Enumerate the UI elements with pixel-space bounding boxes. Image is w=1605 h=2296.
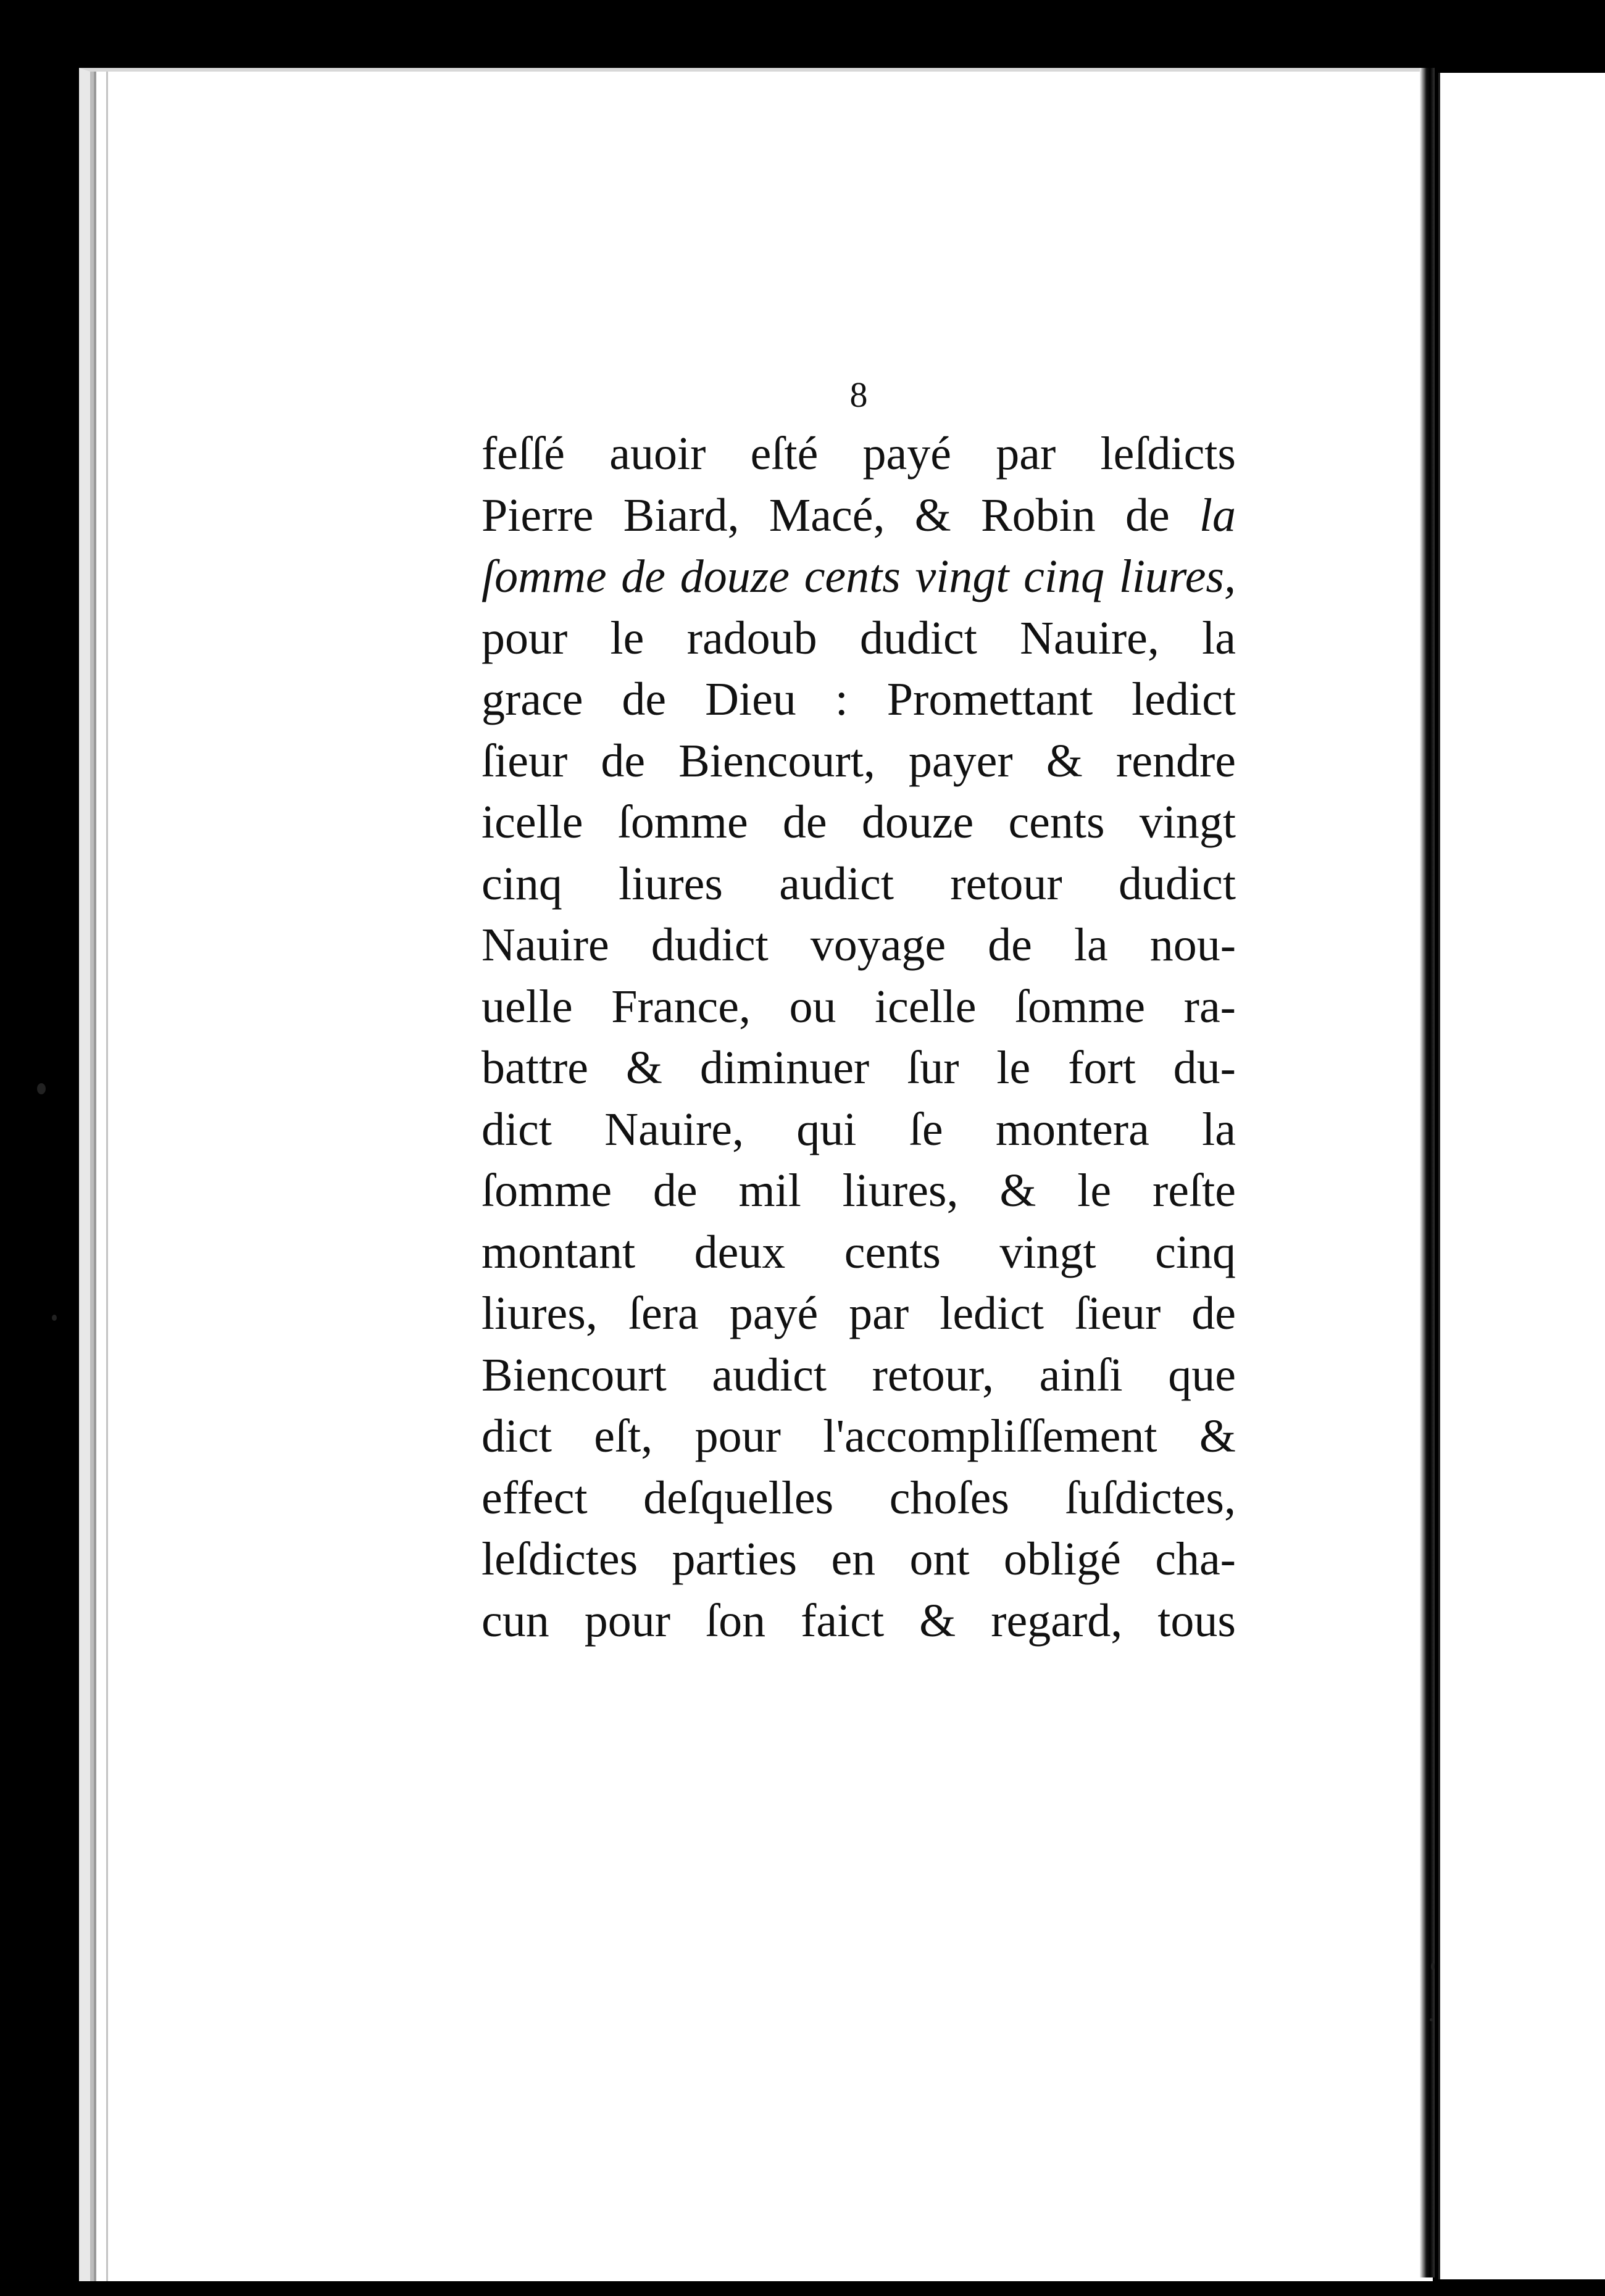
dust-speck (37, 1083, 46, 1094)
text-line: dict eſt, pour l'accompliſſement & (482, 1410, 1236, 1462)
text-line: effect deſquelles choſes ſuſdictes, (482, 1471, 1236, 1524)
text-line (482, 485, 1236, 547)
text-line: cinq liures audict retour dudict (482, 857, 1236, 910)
dust-speck (52, 1315, 57, 1321)
text-line: dict Nauire, qui ſe montera la (482, 1103, 1236, 1155)
facing-page-edge (1438, 73, 1605, 2279)
text-line: liures, ſera payé par ledict ſieur de (482, 1287, 1236, 1339)
text-line: uelle France, ou icelle ſomme ra- (482, 980, 1236, 1033)
italic-word: la (1199, 489, 1236, 541)
text-line: montant deux cents vingt cinq (482, 1226, 1236, 1278)
text-line-italic: ſomme de douze cents vingt cinq liures, (482, 551, 1236, 602)
text-line: ſomme de mil liures, & le reſte (482, 1165, 1236, 1217)
text-line: feſſé auoir eſté payé par leſdicts (482, 428, 1236, 480)
text-line: Biencourt audict retour, ainſi que (482, 1349, 1236, 1401)
text-line: cun pour ſon faict & regard, tous (482, 1594, 1236, 1647)
text-line: grace de Dieu : Promettant ledict (482, 673, 1236, 725)
text-line: Nauire dudict voyage de la nou- (482, 919, 1236, 971)
text-line: pour le radoub dudict Nauire, la (482, 612, 1236, 664)
text-block (482, 370, 1236, 1652)
text-line: icelle ſomme de douze cents vingt (482, 796, 1236, 848)
dust-speck (1431, 1963, 1435, 1970)
text-line: ſieur de Biencourt, payer & rendre (482, 734, 1236, 787)
book-spine (1420, 68, 1435, 2277)
text-line: leſdictes parties en ont obligé cha- (482, 1533, 1236, 1585)
page-number: 8 (849, 375, 868, 415)
dust-speck (1430, 2018, 1433, 2021)
text-line-part: Pierre Biard, Macé, & Robin de (482, 489, 1199, 541)
text-line: battre & diminuer ſur le fort du- (482, 1042, 1236, 1094)
